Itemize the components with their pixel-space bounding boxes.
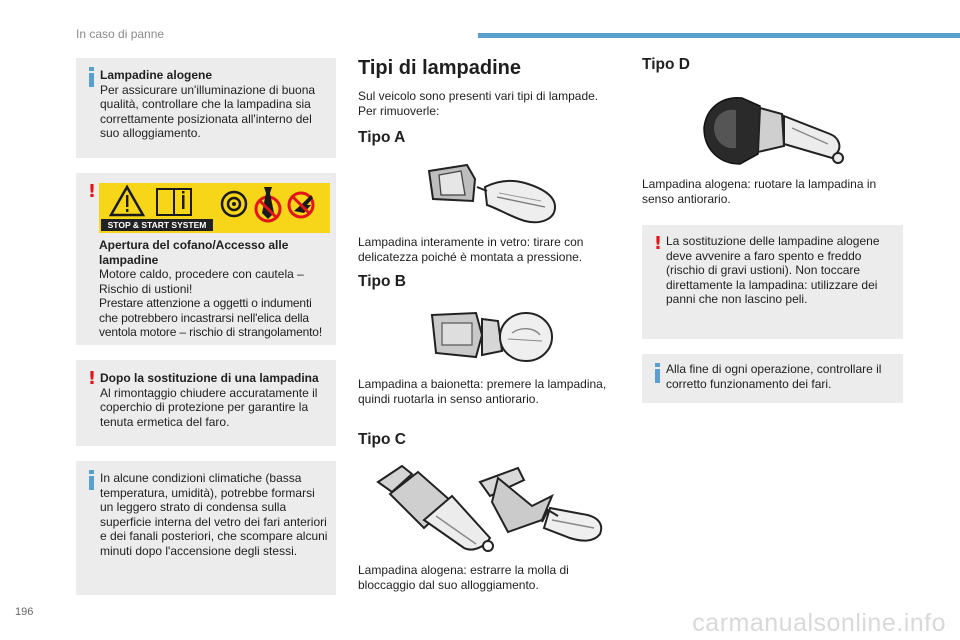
info-box-body: Per assicurare un'illuminazione di buona qualità, controllare che la lampadina sia correttamente posizionata all'interno del suo alloggiamento. <box>100 82 316 140</box>
tipo-c-description: Lampadina alogena: estrarre la molla di bloccaggio dal suo alloggiamento. <box>358 563 569 592</box>
warning-box-replacement <box>76 360 336 446</box>
watermark-text: carmanualsonline.info <box>692 609 946 637</box>
warning-box-body: La sostituzione delle lampadine alogene deve avvenire a faro spento e freddo (rischio di gravi ustioni). Non toccare direttamente la lampadina: utilizzare dei panni che non lascino peli. <box>666 234 880 306</box>
tipo-a-description: Lampadina interamente in vetro: tirare con delicatezza poiché è montata a pressione. <box>358 235 584 264</box>
info-box-body: Alla fine di ogni operazione, controllare il corretto funzionamento dei fari. <box>666 362 882 391</box>
info-icon <box>89 470 94 490</box>
warning-box-halogen-hot <box>642 225 903 339</box>
info-box-condensation <box>76 461 336 595</box>
warning-box-title: Apertura del cofano/Accesso alle lampadine <box>99 238 289 267</box>
stop-start-badge: STOP & START SYSTEM <box>101 219 213 231</box>
info-box-body: In alcune condizioni climatiche (bassa temperatura, umidità), potrebbe formarsi un leggero strato di condensa sulla superficie interna del vetro dei fari anteriori e dei fanali posteriori, che scompare alcuni minuti dopo l'accensione degli stessi. <box>100 471 328 558</box>
heading-tipo-a: Tipo A <box>358 129 406 146</box>
heading-tipo-c: Tipo C <box>358 431 406 448</box>
bulb-type-d-illustration <box>700 88 850 170</box>
bulb-type-a-illustration <box>415 157 565 229</box>
info-icon <box>89 67 94 87</box>
heading-tipo-b: Tipo B <box>358 273 406 290</box>
section-title: In caso di panne <box>76 27 165 41</box>
info-box-check-lights <box>642 354 903 403</box>
warning-box-body: Al rimontaggio chiudere accuratamente il coperchio di protezione per garantire la tenuta ermetica del faro. <box>100 385 318 429</box>
warning-exclamation-icon: ! <box>87 368 97 389</box>
info-icon <box>655 363 660 383</box>
info-box-title: Lampadine alogene <box>100 68 213 82</box>
header-accent-bar <box>478 33 960 38</box>
tipo-b-description: Lampadina a baionetta: premere la lampadina, quindi ruotarla in senso antiorario. <box>358 377 607 406</box>
warning-exclamation-icon: ! <box>653 233 663 254</box>
warning-box-line2: Rischio di ustioni! <box>99 281 193 296</box>
page-number: 196 <box>15 606 34 618</box>
warning-box-line1: Motore caldo, procedere con cautela – <box>99 267 304 281</box>
bulb-type-c-illustration <box>372 462 612 558</box>
heading-tipo-d: Tipo D <box>642 56 690 73</box>
info-box-halogen <box>76 58 336 158</box>
page-title: Tipi di lampadine <box>358 57 521 79</box>
warning-box-body: Prestare attenzione a oggetti o indumenti che potrebbero incastrarsi nell'elica della ventola motore – rischio di strangolamento! <box>99 296 323 339</box>
warning-box-title: Dopo la sostituzione di una lampadina <box>100 371 319 385</box>
tipo-d-description: Lampadina alogena: ruotare la lampadina in senso antiorario. <box>642 177 877 206</box>
bulb-type-b-illustration <box>428 305 560 369</box>
warning-pictogram-strip <box>99 183 330 233</box>
warning-exclamation-icon: ! <box>87 181 97 202</box>
intro-text: Sul veicolo sono presenti vari tipi di lampade. Per rimuoverle: <box>358 89 599 118</box>
